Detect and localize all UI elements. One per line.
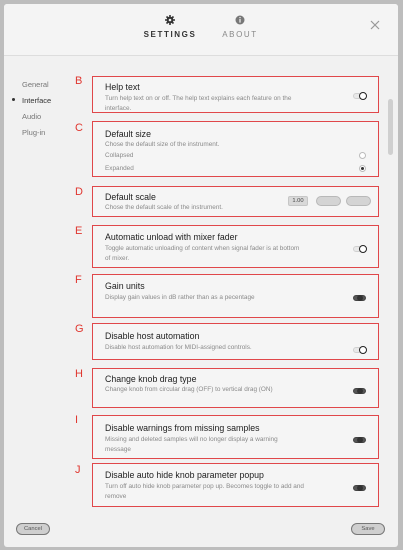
annotation-letter: I (75, 414, 79, 426)
toggle-knob (357, 437, 363, 443)
annotation-letter: E (75, 225, 83, 237)
auto-unload-toggle[interactable] (353, 246, 366, 252)
info-icon (234, 14, 246, 26)
setting-knob-popup (92, 463, 379, 507)
toggle-knob (357, 295, 363, 301)
top-bar (4, 4, 398, 56)
radio-button[interactable] (359, 165, 366, 172)
annotation-letter: H (75, 368, 83, 380)
cancel-button[interactable]: Cancel (16, 523, 50, 535)
annotation-letter: D (75, 186, 83, 198)
toggle-knob (357, 388, 363, 394)
setting-knob-drag-type (92, 368, 379, 408)
setting-description: Turn help text on or off. The help text explains each feature on the interface. (105, 95, 292, 112)
setting-title: Disable auto hide knob parameter popup (105, 470, 264, 480)
tab-settings[interactable] (135, 14, 205, 39)
setting-help-text (92, 76, 379, 113)
setting-auto-unload (92, 225, 379, 268)
toggle-knob (359, 92, 367, 100)
annotation-letter: C (75, 122, 83, 134)
radio-label: Collapsed (105, 152, 134, 159)
setting-description: Turn off auto hide knob parameter pop up. Becomes toggle to add and remove (105, 483, 304, 500)
missing-samples-toggle[interactable] (353, 437, 366, 443)
setting-title: Help text (105, 82, 140, 92)
gain-units-toggle[interactable] (353, 295, 366, 301)
knob-drag-toggle[interactable] (353, 388, 366, 394)
setting-missing-samples (92, 415, 379, 459)
scale-increase-button[interactable] (346, 196, 371, 206)
setting-title: Disable host automation (105, 331, 200, 341)
radio-option-expanded[interactable] (105, 165, 366, 172)
toggle-knob (357, 485, 363, 491)
setting-default-size (92, 121, 379, 177)
tab-settings-label: SETTINGS (143, 30, 197, 39)
sidebar-item-general[interactable]: General (22, 80, 49, 89)
setting-title: Automatic unload with mixer fader (105, 232, 238, 242)
toggle-knob (359, 346, 367, 354)
radio-label: Expanded (105, 165, 134, 172)
scale-decrease-button[interactable] (316, 196, 341, 206)
scrollbar[interactable] (388, 99, 393, 155)
setting-gain-units (92, 274, 379, 318)
setting-description: Change knob from circular drag (OFF) to vertical drag (ON) (105, 386, 273, 393)
annotation-letter: J (75, 464, 81, 476)
setting-title: Disable warnings from missing samples (105, 423, 260, 433)
setting-title: Default scale (105, 192, 156, 202)
annotation-letter: G (75, 323, 84, 335)
sidebar (4, 56, 74, 496)
sidebar-item-audio[interactable]: Audio (22, 112, 42, 121)
disable-host-automation-toggle[interactable] (353, 347, 366, 353)
active-indicator (12, 98, 15, 101)
setting-description: Toggle automatic unloading of content when signal fader is at bottom of mixer. (105, 245, 300, 262)
setting-title: Default size (105, 129, 151, 139)
setting-description: Display gain values in dB rather than as a pecentage (105, 294, 255, 301)
settings-panel (4, 4, 398, 547)
setting-default-scale (92, 186, 379, 217)
gear-icon (164, 14, 176, 26)
toggle-knob (359, 245, 367, 253)
setting-description: Chose the default size of the instrument. (105, 141, 220, 148)
sidebar-item-plugin[interactable]: Plug-in (22, 128, 46, 137)
setting-description: Disable host automation for MIDI-assigned controls. (105, 344, 252, 351)
annotation-letter: F (75, 274, 82, 286)
help-text-toggle[interactable] (353, 93, 366, 99)
radio-option-collapsed[interactable] (105, 152, 366, 159)
tab-about-label: ABOUT (222, 30, 258, 39)
scale-value: 1.00 (288, 196, 308, 206)
setting-title: Gain units (105, 281, 145, 291)
setting-disable-host-automation (92, 323, 379, 360)
setting-description: Missing and deleted samples will no longer display a warning message (105, 436, 278, 453)
setting-description: Chose the default scale of the instrument. (105, 204, 223, 211)
tab-about[interactable] (205, 14, 275, 39)
sidebar-item-interface[interactable]: Interface (22, 96, 52, 105)
annotation-letter: B (75, 75, 83, 87)
knob-popup-toggle[interactable] (353, 485, 366, 491)
close-icon[interactable] (368, 18, 382, 32)
radio-button[interactable] (359, 152, 366, 159)
save-button[interactable]: Save (351, 523, 385, 535)
setting-title: Change knob drag type (105, 374, 197, 384)
